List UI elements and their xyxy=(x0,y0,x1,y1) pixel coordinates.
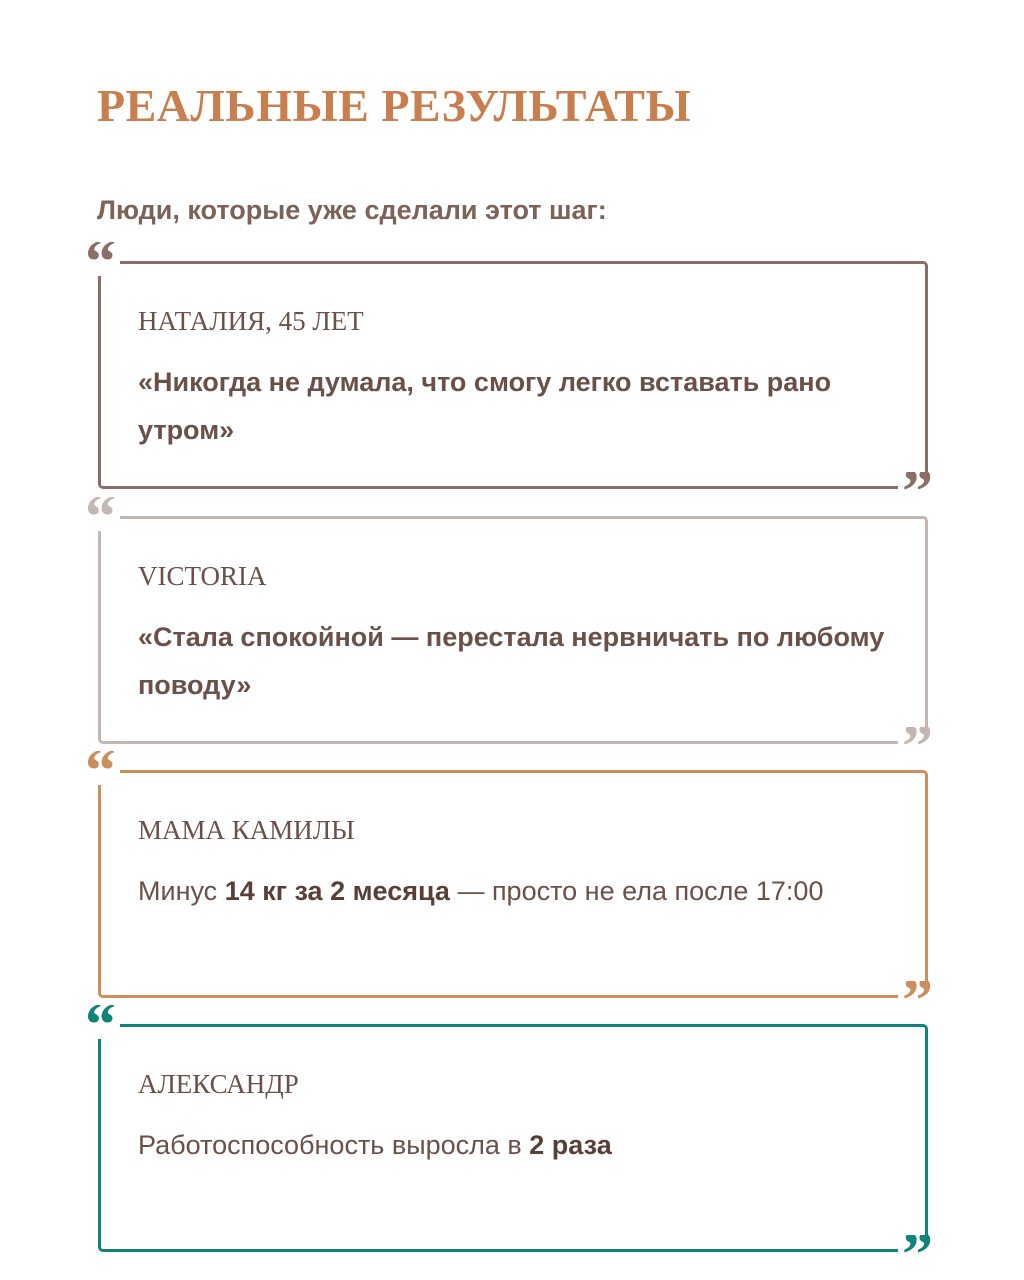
testimonial-name: НАТАЛИЯ, 45 ЛЕТ xyxy=(138,306,364,336)
testimonial-highlight: 14 кг за 2 месяца xyxy=(224,876,450,906)
testimonial-card-kamila-mom xyxy=(85,751,933,1015)
closing-quote-icon: ” xyxy=(898,981,937,1015)
testimonial-text-part: Работоспособность выросла в xyxy=(138,1130,530,1160)
testimonial-name: АЛЕКСАНДР xyxy=(138,1069,299,1099)
testimonial-card-victoria xyxy=(85,497,933,761)
opening-quote-icon: “ xyxy=(81,751,120,785)
testimonial-name: VICTORIA xyxy=(138,561,267,591)
testimonial-text: «Никогда не думала, что смогу легко вставать рано утром» xyxy=(138,367,832,445)
closing-quote-icon: ” xyxy=(898,727,937,761)
testimonial-card-alexander xyxy=(85,1005,933,1269)
closing-quote-icon: ” xyxy=(898,472,937,506)
testimonial-text-part: Минус xyxy=(138,876,225,906)
closing-quote-icon: ” xyxy=(898,1235,937,1269)
testimonial-highlight: 2 раза xyxy=(529,1130,612,1160)
opening-quote-icon: “ xyxy=(81,497,120,531)
testimonial-text xyxy=(138,1121,908,1169)
opening-quote-icon: “ xyxy=(81,1005,120,1039)
testimonial-name: МАМА КАМИЛЫ xyxy=(138,815,355,845)
testimonial-text-part: — просто не ела после 17:00 xyxy=(449,876,824,906)
page-subtitle: Люди, которые уже сделали этот шаг: xyxy=(97,195,607,225)
opening-quote-icon: “ xyxy=(81,242,120,276)
page-title: РЕАЛЬНЫЕ РЕЗУЛЬТАТЫ xyxy=(97,80,692,131)
testimonial-text xyxy=(138,867,908,915)
testimonial-card-natalia xyxy=(85,242,933,506)
testimonial-text: «Стала спокойной — перестала нервничать по любому поводу» xyxy=(138,622,885,700)
